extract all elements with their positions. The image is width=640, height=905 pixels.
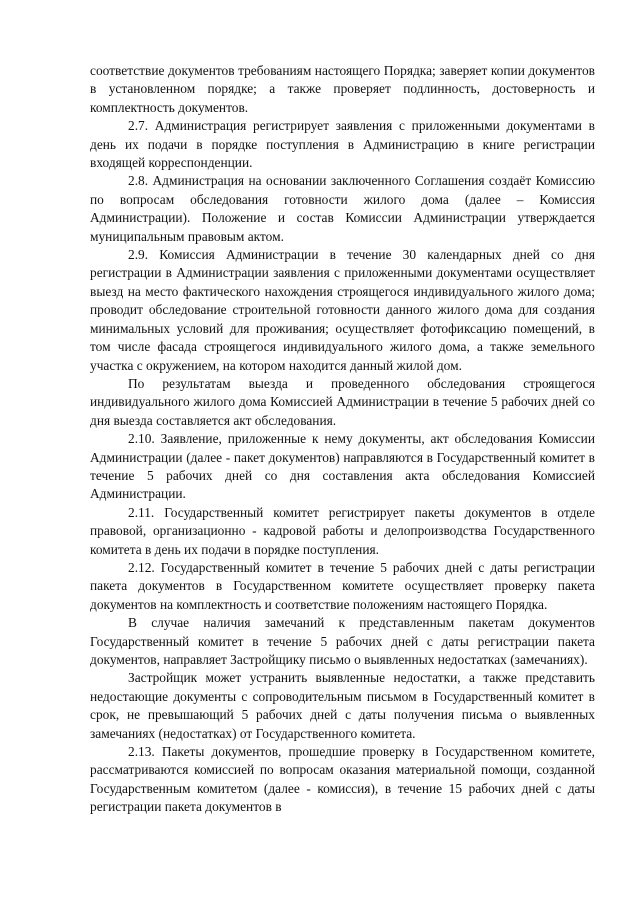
paragraph-2-8: 2.8. Администрация на основании заключенного Соглашения создаёт Комиссию по вопросам обследования готовности жилого дома (далее – Комиссия Администрации). Положение и состав Комиссии Администрации утверждается муниципальным правовым актом. (90, 173, 595, 244)
paragraph-2-9: 2.9. Комиссия Администрации в течение 30 календарных дней со дня регистрации в Администрации заявления с приложенными документами осуществляет выезд на место фактического нахождения строящегося индивидуального жилого дома; проводит обследование строительной готовности данного жилого дома для создания минимальных условий для проживания; осуществляет фотофиксацию помещений, в том числе фасада строящегося индивидуального жилого дома, а также земельного участка с окружением, на котором находится данный жилой дом. (90, 247, 595, 373)
document-page (90, 62, 595, 817)
paragraph-continuation: соответствие документов требованиям настоящего Порядка; заверяет копии документов в установленном порядке; а также проверяет подлинность, достоверность и комплектность документов. (90, 63, 595, 115)
paragraph-2-13: 2.13. Пакеты документов, прошедшие проверку в Государственном комитете, рассматриваются комиссией по вопросам оказания материальной помощи, созданной Государственным комитетом (далее - комиссия), в течение 15 рабочих дней с даты регистрации пакета документов в (90, 744, 595, 815)
paragraph-2-11: 2.11. Государственный комитет регистрирует пакеты документов в отделе правовой, организационно - кадровой работы и делопроизводства Государственного комитета в день их подачи в порядке поступления. (90, 504, 595, 557)
paragraph-2-12: 2.12. Государственный комитет в течение 5 рабочих дней с даты регистрации пакета документов в Государственном комитете осуществляет проверку пакета документов на комплектность и соответствие положениям настоящего Порядка. (90, 559, 595, 612)
paragraph-remarks: В случае наличия замечаний к представленным пакетам документов Государственный комитет в течение 5 рабочих дней с даты регистрации пакета документов, направляет Застройщику письмо о выявленных недостатках (замечаниях). (90, 615, 595, 667)
paragraph-2-7: 2.7. Администрация регистрирует заявления с приложенными документами в день их подачи в порядке поступления в Администрацию в книге регистрации входящей корреспонденции. (90, 118, 595, 171)
paragraph-developer-correction: Застройщик может устранить выявленные недостатки, а также представить недостающие документы с сопроводительным письмом в Государственный комитет в срок, не превышающий 5 рабочих дней с даты получения письма о выявленных замечаниях (недостатках) от Государственного комитета. (90, 670, 595, 741)
paragraph-inspection-results: По результатам выезда и проведенного обследования строящегося индивидуального жилого дома Комиссией Администрации в течение 5 рабочих дней со дня выезда составляется акт обследования. (90, 375, 595, 428)
paragraph-2-10: 2.10. Заявление, приложенные к нему документы, акт обследования Комиссии Администрации (далее - пакет документов) направляются в Государственный комитет в течение 5 рабочих дней со дня составления акта обследования Комиссией Администрации. (90, 431, 595, 502)
